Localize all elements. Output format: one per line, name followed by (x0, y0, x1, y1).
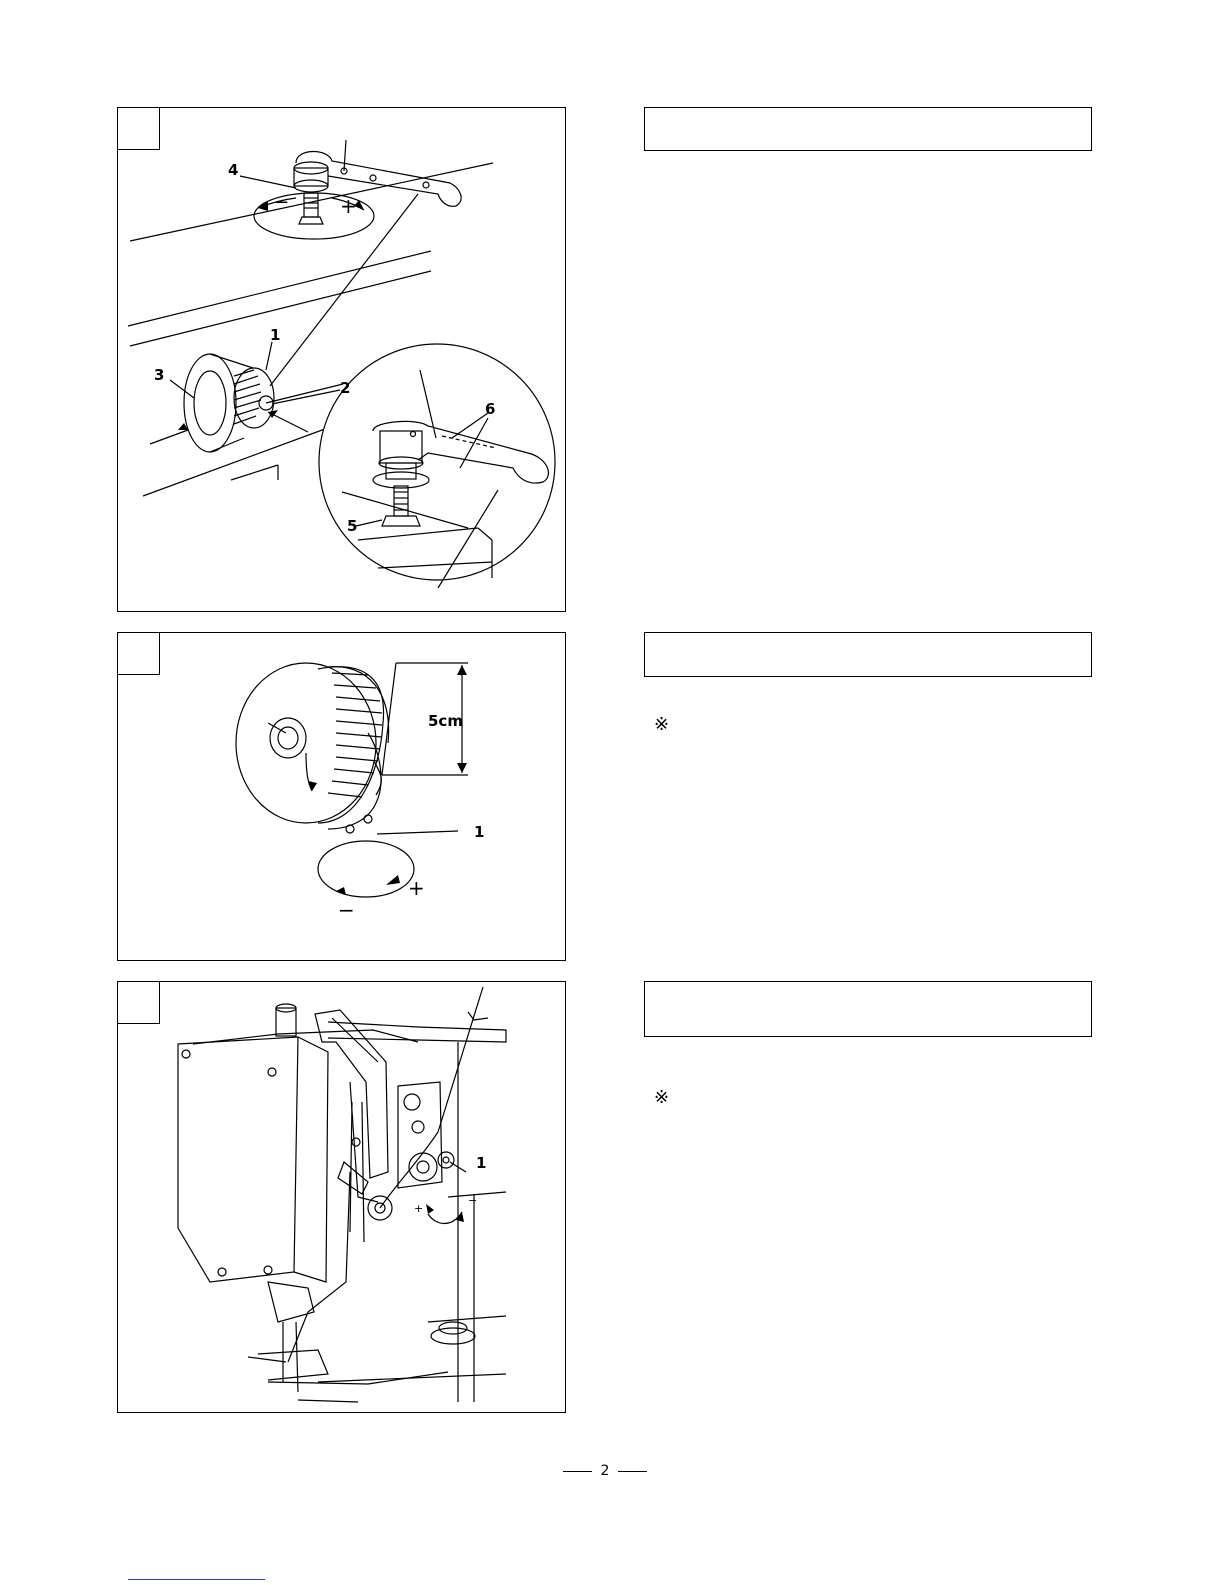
figure-2-panel (117, 632, 566, 961)
fig2-callout-1: 1 (474, 823, 485, 841)
page-number-rule-left (563, 1471, 592, 1472)
fig1-callout-6: 6 (485, 400, 496, 418)
section-2-reference-mark: ※ (654, 714, 670, 735)
fig1-callout-2: 2 (340, 379, 351, 397)
figure-2-illustration (118, 633, 567, 962)
fig1-callout-1: 1 (270, 326, 281, 344)
fig3-plus-sign: + (414, 1202, 424, 1215)
page-number: 2 (600, 1463, 610, 1479)
fig1-callout-3: 3 (154, 366, 165, 384)
figure-1-illustration (118, 108, 567, 613)
fig3-callout-1: 1 (476, 1154, 487, 1172)
section-3-heading-box (644, 981, 1092, 1037)
page-number-rule-right (618, 1471, 647, 1472)
fig1-minus-sign: − (274, 192, 290, 213)
section-1-heading-box (644, 107, 1092, 151)
fig2-dimension-5cm: 5cm (428, 712, 463, 730)
fig2-plus-sign: + (408, 876, 425, 900)
fig1-callout-4: 4 (228, 161, 239, 179)
section-2-heading-box (644, 632, 1092, 677)
figure-3-illustration (118, 982, 567, 1414)
fig1-plus-sign: + (340, 194, 357, 218)
figure-1-panel (117, 107, 566, 612)
figure-3-panel (117, 981, 566, 1413)
fig1-callout-5: 5 (347, 517, 358, 535)
fig2-minus-sign: − (338, 898, 355, 922)
bottom-link-underline[interactable] (128, 1579, 265, 1580)
fig3-minus-sign: − (468, 1194, 478, 1207)
section-3-reference-mark: ※ (654, 1087, 670, 1108)
